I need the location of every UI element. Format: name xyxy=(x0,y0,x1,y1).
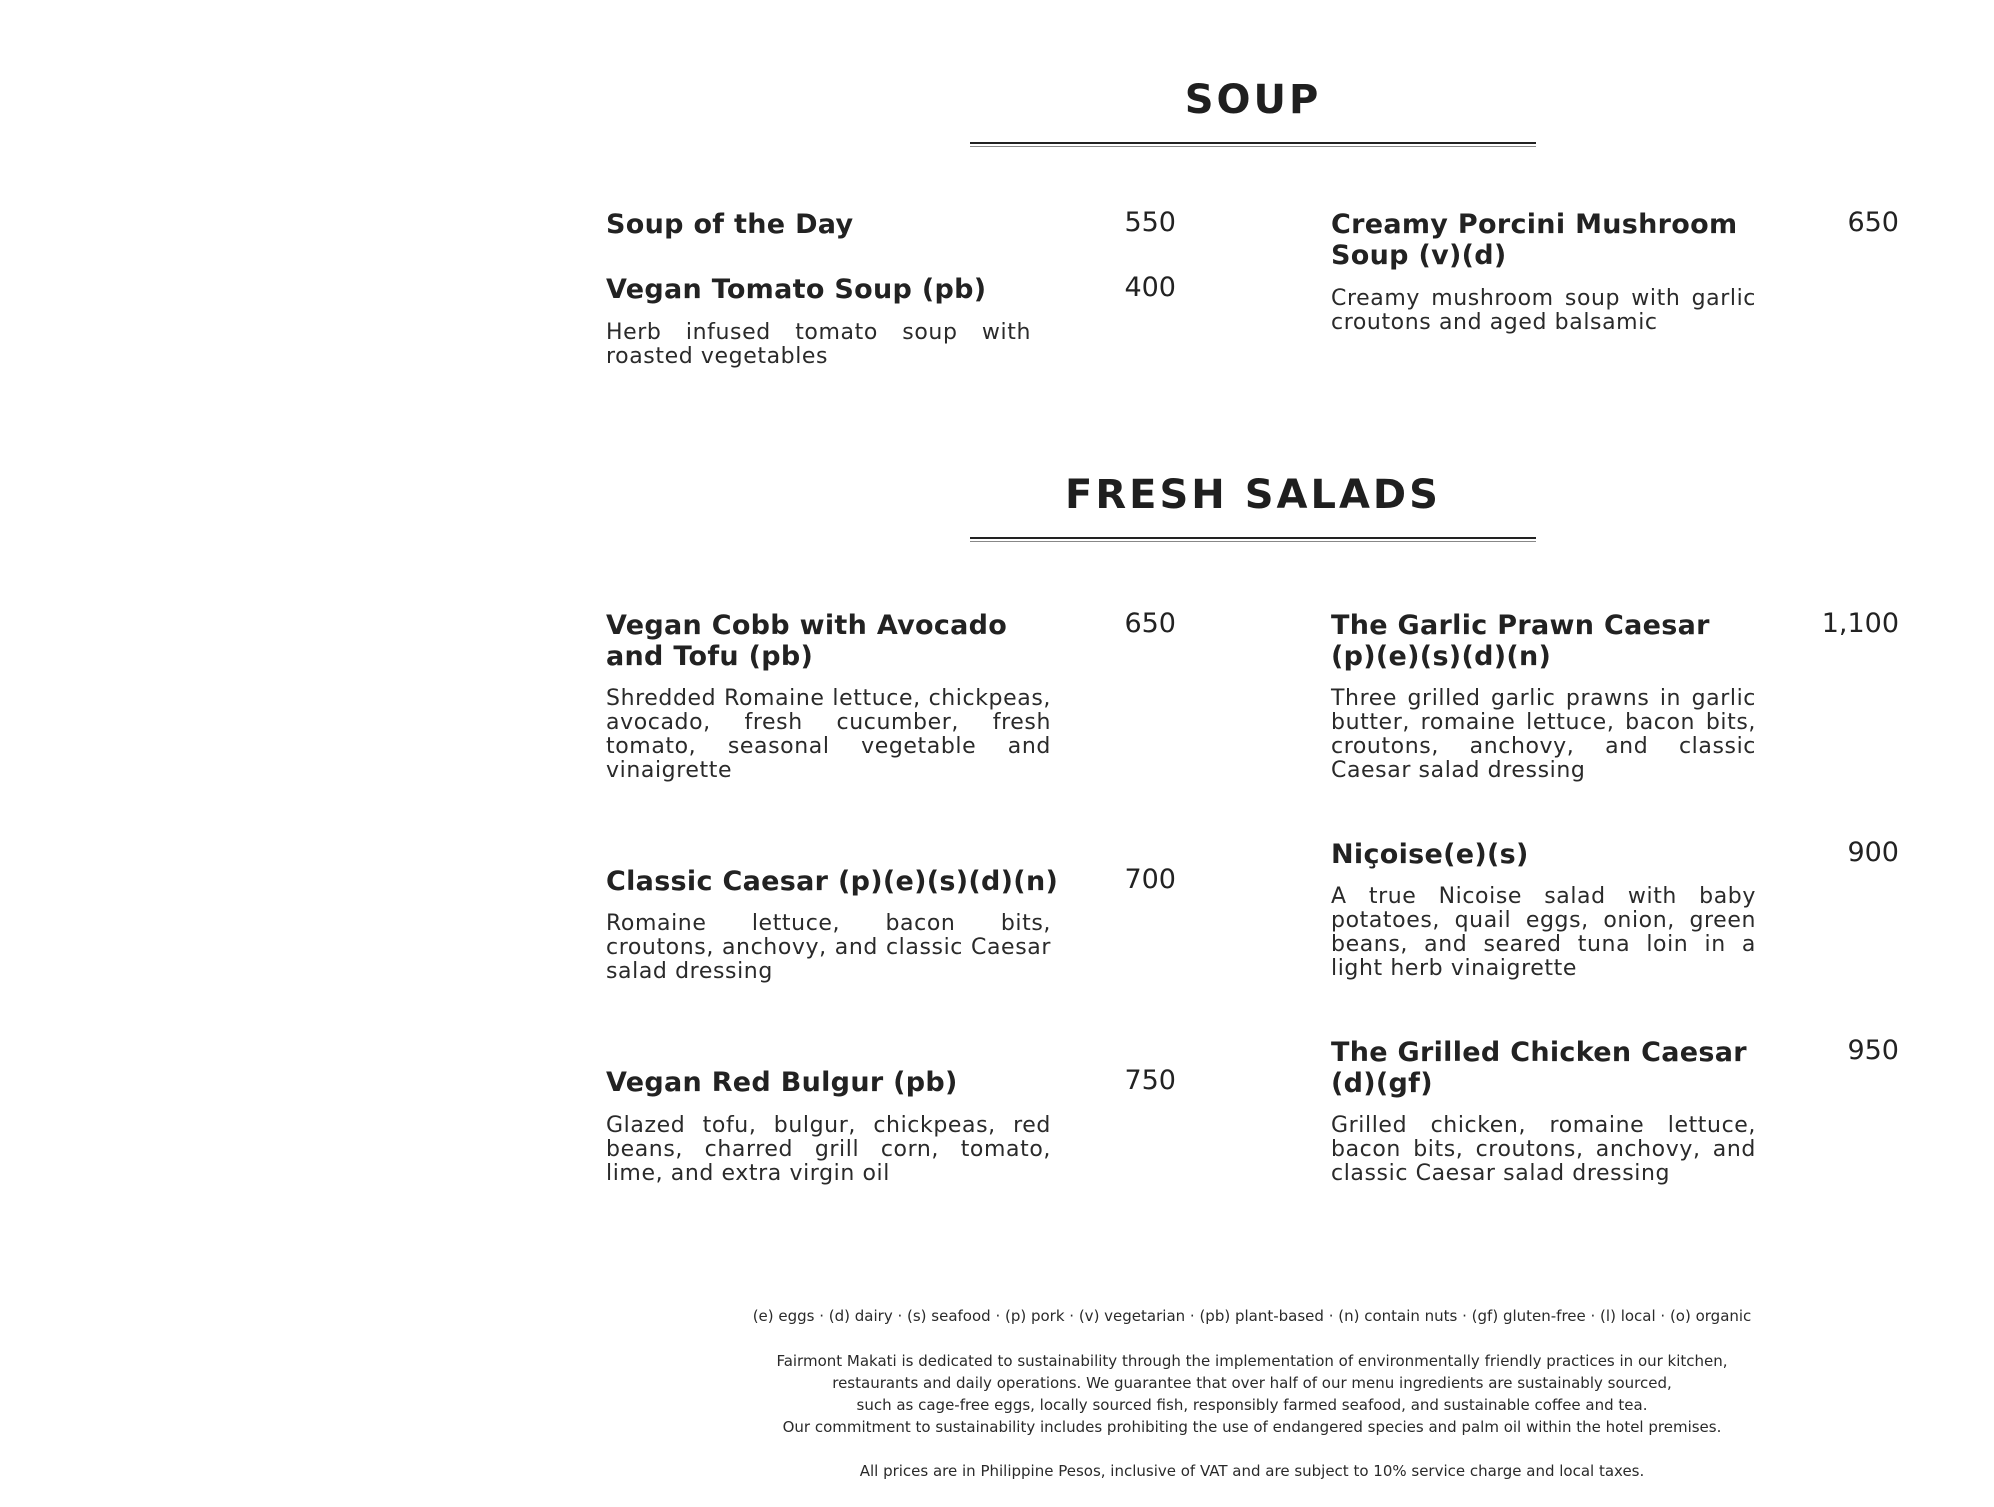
item-price: 700 xyxy=(1124,864,1176,895)
soup-title-divider xyxy=(970,142,1536,147)
item-price: 400 xyxy=(1124,272,1176,303)
item-description: Grilled chicken, romaine lettuce, bacon bits, croutons, anchovy, and classic Caesar salad dressing xyxy=(1331,1113,1756,1186)
dietary-legend: (e) eggs · (d) dairy · (s) seafood · (p) pork · (v) vegetarian · (pb) plant-based · (n) contain nuts · (gf) gluten-free · (l) local · (o) organic xyxy=(752,1307,1752,1325)
item-name: Soup of the Day xyxy=(606,209,854,240)
item-price: 900 xyxy=(1847,837,1899,868)
item-price: 650 xyxy=(1847,207,1899,238)
item-description: Glazed tofu, bulgur, chickpeas, red beans, charred grill corn, tomato, lime, and extra virgin oil xyxy=(606,1113,1051,1186)
item-name: Classic Caesar (p)(e)(s)(d)(n) xyxy=(606,866,1059,897)
item-description: Three grilled garlic prawns in garlic butter, romaine lettuce, bacon bits, croutons, anchovy, and classic Caesar salad dressing xyxy=(1331,686,1756,783)
item-name: The Grilled Chicken Caesar (d)(gf) xyxy=(1331,1037,1747,1099)
item-price: 950 xyxy=(1847,1035,1899,1066)
item-description: Romaine lettuce, bacon bits, croutons, anchovy, and classic Caesar salad dressing xyxy=(606,911,1051,984)
item-name: Vegan Red Bulgur (pb) xyxy=(606,1067,958,1098)
sustainability-line: Fairmont Makati is dedicated to sustainability through the implementation of environmentally friendly practices in our kitchen, xyxy=(776,1352,1728,1370)
item-price: 550 xyxy=(1124,207,1176,238)
prices-note: All prices are in Philippine Pesos, inclusive of VAT and are subject to 10% service charge and local taxes. xyxy=(859,1462,1645,1480)
item-name: Vegan Cobb with Avocado and Tofu (pb) xyxy=(606,610,1008,672)
item-price: 1,100 xyxy=(1821,608,1899,639)
item-description: Shredded Romaine lettuce, chickpeas, avocado, fresh cucumber, fresh tomato, seasonal vegetable and vinaigrette xyxy=(606,686,1051,783)
item-name: Creamy Porcini Mushroom Soup (v)(d) xyxy=(1331,209,1738,271)
salads-section-title: FRESH SALADS xyxy=(1065,472,1441,518)
item-description: A true Nicoise salad with baby potatoes, quail eggs, onion, green beans, and seared tuna loin in a light herb vinaigrette xyxy=(1331,884,1756,981)
item-price: 650 xyxy=(1124,608,1176,639)
item-price: 750 xyxy=(1124,1065,1176,1096)
item-description: Creamy mushroom soup with garlic croutons and aged balsamic xyxy=(1331,286,1756,335)
item-name: The Garlic Prawn Caesar (p)(e)(s)(d)(n) xyxy=(1331,610,1710,672)
salads-title-divider xyxy=(970,537,1536,542)
item-description: Herb infused tomato soup with roasted vegetables xyxy=(606,320,1031,369)
sustainability-line: restaurants and daily operations. We guarantee that over half of our menu ingredients are sustainably sourced, xyxy=(832,1374,1672,1392)
sustainability-line: such as cage-free eggs, locally sourced fish, responsibly farmed seafood, and sustainable coffee and tea. xyxy=(856,1396,1648,1414)
sustainability-line: Our commitment to sustainability includes prohibiting the use of endangered species and palm oil within the hotel premises. xyxy=(782,1418,1722,1436)
item-name: Vegan Tomato Soup (pb) xyxy=(606,274,987,305)
item-name: Niçoise(e)(s) xyxy=(1331,839,1529,870)
soup-section-title: SOUP xyxy=(1184,77,1322,123)
